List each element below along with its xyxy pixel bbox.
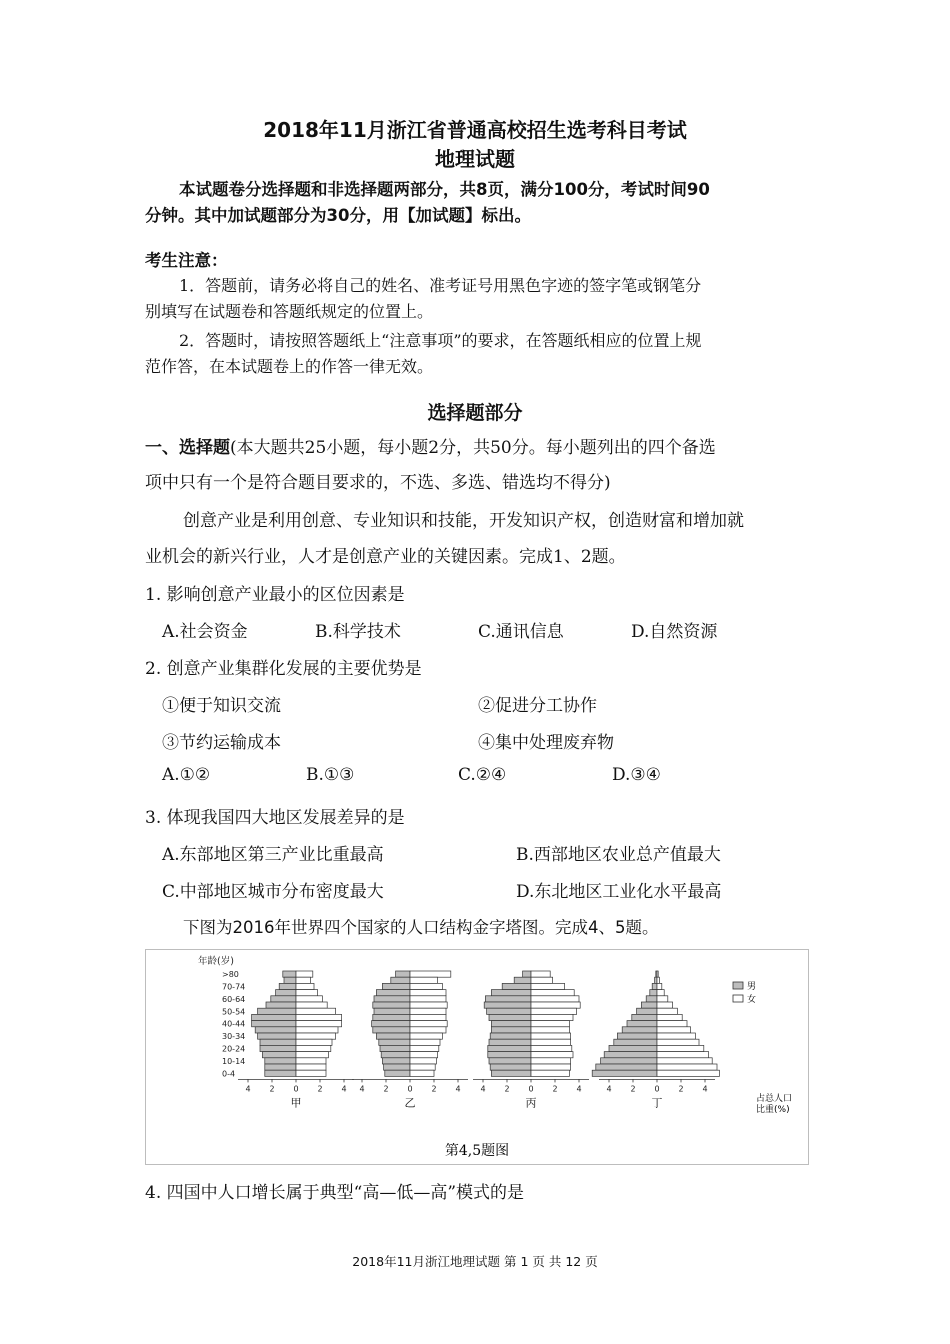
x-tick-label: 4	[359, 1084, 365, 1094]
male-bar	[380, 1045, 410, 1051]
pyramid-name: 甲	[290, 1096, 302, 1110]
male-bar	[266, 1002, 296, 1008]
female-bar	[657, 1052, 709, 1058]
part-rules: (本大题共25小题，每小题2分，共50分。每小题列出的四个备选	[230, 438, 716, 458]
part-label: 一、选择题	[145, 438, 230, 458]
x-tick-label: 2	[269, 1084, 275, 1094]
male-bar	[258, 1008, 296, 1014]
male-bar	[489, 1014, 531, 1020]
x-tick-label: 2	[383, 1084, 389, 1094]
female-bar	[410, 983, 442, 989]
passage-1-line-1: 创意产业是利用创意、专业知识和技能，开发知识产权，创造财富和增加就	[183, 511, 744, 531]
female-bar	[657, 1045, 704, 1051]
question-1-option-a[interactable]: A.社会资金	[162, 622, 248, 642]
x-tick-label: 4	[480, 1084, 486, 1094]
age-label: 40-44	[222, 1019, 246, 1029]
male-bar	[258, 1033, 296, 1039]
male-bar	[382, 983, 410, 989]
female-bar	[296, 1045, 331, 1051]
exam-subtitle: 地理试题	[435, 147, 515, 171]
female-bar	[657, 971, 658, 977]
male-bar	[627, 1021, 657, 1027]
passage-1-line-2: 业机会的新兴行业，人才是创意产业的关键因素。完成1、2题。	[145, 547, 626, 567]
question-1-option-c[interactable]: C.通讯信息	[478, 622, 564, 642]
male-bar	[491, 1021, 531, 1027]
x-axis-title-line-1: 占总人口	[756, 1094, 793, 1104]
question-2-statement-1: ①便于知识交流	[162, 696, 281, 716]
pyramid-4	[592, 971, 719, 1109]
male-bar	[604, 1052, 657, 1058]
male-bar	[374, 996, 410, 1002]
male-bar	[284, 977, 296, 983]
female-bar	[657, 1064, 717, 1070]
female-bar	[657, 996, 668, 1002]
female-bar	[296, 1039, 332, 1045]
age-label: 20-24	[222, 1044, 246, 1054]
male-bar	[491, 1070, 531, 1076]
female-bar	[410, 977, 438, 983]
female-bar	[296, 1033, 336, 1039]
female-bar	[531, 1045, 572, 1051]
female-bar	[531, 1014, 573, 1020]
female-bar	[531, 1033, 571, 1039]
female-bar	[410, 1008, 446, 1014]
pyramids	[238, 971, 719, 1109]
question-2-stem: 2. 创意产业集群化发展的主要优势是	[145, 659, 422, 679]
section-heading: 选择题部分	[427, 402, 523, 424]
male-bar	[490, 1064, 531, 1070]
male-bar	[622, 1027, 657, 1033]
male-bar	[617, 1033, 657, 1039]
question-3-option-d[interactable]: D.东北地区工业化水平最高	[516, 882, 722, 902]
female-bar	[410, 1058, 436, 1064]
pyramid-2	[352, 971, 468, 1109]
female-bar	[657, 983, 662, 989]
male-bar	[491, 1027, 531, 1033]
x-tick-label: 2	[431, 1084, 437, 1094]
male-bar	[376, 990, 410, 996]
female-bar	[657, 1039, 699, 1045]
x-tick-label: 0	[293, 1084, 299, 1094]
male-bar	[265, 1070, 296, 1076]
pyramid-1	[238, 971, 354, 1109]
male-bar	[502, 983, 531, 989]
female-bar	[410, 1033, 442, 1039]
female-bar	[296, 1014, 342, 1020]
x-tick-label: 0	[528, 1084, 534, 1094]
notice-item-1-line-2: 别填写在试题卷和答题纸规定的位置上。	[145, 302, 434, 321]
male-bar	[596, 1064, 657, 1070]
x-tick-label: 4	[341, 1084, 347, 1094]
female-bar	[657, 990, 664, 996]
age-label: 70-74	[222, 982, 246, 992]
x-tick-label: 2	[552, 1084, 558, 1094]
question-3-option-a[interactable]: A.东部地区第三产业比重最高	[162, 845, 384, 865]
legend-male-label: 男	[747, 982, 757, 992]
age-label: 0-4	[222, 1069, 236, 1079]
legend-female-swatch	[733, 995, 743, 1002]
x-tick-label: 2	[504, 1084, 510, 1094]
male-bar	[385, 1070, 410, 1076]
female-bar	[410, 1014, 446, 1020]
question-4-stem: 4. 四国中人口增长属于典型“高—低—高”模式的是	[145, 1183, 525, 1203]
male-bar	[487, 1008, 531, 1014]
male-bar	[260, 1045, 296, 1051]
female-bar	[296, 1052, 328, 1058]
female-bar	[531, 1058, 571, 1064]
male-bar	[484, 1002, 531, 1008]
age-labels	[222, 970, 245, 1078]
pyramid-name: 丁	[651, 1096, 663, 1110]
x-tick-label: 4	[245, 1084, 251, 1094]
female-bar	[410, 1052, 438, 1058]
legend-female-label: 女	[747, 995, 757, 1005]
pyramid-name: 乙	[404, 1096, 416, 1110]
female-bar	[410, 996, 446, 1002]
x-axis-title-line-2: 比重(%)	[756, 1105, 790, 1115]
x-tick-label: 0	[654, 1084, 660, 1094]
page-footer: 2018年11月浙江地理试题 第 1 页 共 12 页	[352, 1254, 598, 1269]
female-bar	[657, 1014, 682, 1020]
exam-title: 2018年11月浙江省普通高校招生选考科目考试	[263, 118, 687, 142]
question-2-option-c[interactable]: C.②④	[458, 765, 507, 785]
age-label: >80	[222, 970, 239, 980]
female-bar	[296, 1002, 327, 1008]
legend	[733, 981, 756, 1005]
male-bar	[490, 1033, 531, 1039]
male-bar	[379, 1039, 410, 1045]
question-2-option-d[interactable]: D.③④	[612, 765, 661, 785]
question-2-statement-4: ④集中处理废弃物	[478, 733, 614, 753]
figure-caption: 第4,5题图	[444, 1143, 510, 1159]
female-bar	[657, 1033, 695, 1039]
intro-line-2: 分钟。其中加试题部分为30分，用【加试题】标出。	[145, 206, 531, 225]
pyramid-name: 丙	[525, 1096, 537, 1110]
male-bar	[384, 1064, 410, 1070]
male-bar	[489, 1039, 531, 1045]
female-bar	[531, 990, 574, 996]
question-2-statement-2: ②促进分工协作	[478, 696, 597, 716]
male-bar	[592, 1070, 657, 1076]
question-1-option-b[interactable]: B.科学技术	[315, 622, 401, 642]
male-bar	[601, 1058, 657, 1064]
male-bar	[641, 1002, 657, 1008]
age-label: 30-34	[222, 1032, 246, 1042]
question-3-option-c[interactable]: C.中部地区城市分布密度最大	[162, 882, 384, 902]
notice-item-2-line-1: 2．答题时，请按照答题纸上“注意事项”的要求，在答题纸相应的位置上规	[179, 331, 702, 350]
male-bar	[260, 1039, 296, 1045]
notice-item-1-line-1: 1．答题前，请务必将自己的姓名、准考证号用黑色字迹的签字笔或钢笔分	[179, 276, 702, 295]
female-bar	[531, 1039, 571, 1045]
female-bar	[296, 1058, 326, 1064]
x-tick-label: 4	[576, 1084, 582, 1094]
male-bar	[491, 990, 531, 996]
female-bar	[657, 1002, 673, 1008]
male-bar	[276, 990, 296, 996]
male-bar	[283, 971, 296, 977]
male-bar	[489, 1058, 531, 1064]
female-bar	[410, 990, 446, 996]
female-bar	[410, 971, 451, 977]
legend-male-swatch	[733, 982, 743, 989]
female-bar	[657, 1021, 687, 1027]
male-bar	[652, 983, 657, 989]
female-bar	[657, 1027, 691, 1033]
male-bar	[255, 1027, 296, 1033]
male-bar	[609, 1045, 657, 1051]
part-intro-line-2: 项中只有一个是符合题目要求的，不选、多选、错选均不得分)	[145, 473, 611, 493]
female-bar	[410, 1021, 447, 1027]
female-bar	[410, 1039, 440, 1045]
female-bar	[296, 1064, 326, 1070]
female-bar	[296, 996, 322, 1002]
female-bar	[531, 1064, 571, 1070]
female-bar	[657, 977, 659, 983]
female-bar	[531, 996, 579, 1002]
question-3-stem: 3. 体现我国四大地区发展差异的是	[145, 808, 405, 828]
female-bar	[296, 1027, 338, 1033]
female-bar	[296, 977, 310, 983]
notice-item-2-line-2: 范作答，在本试题卷上的作答一律无效。	[145, 357, 434, 376]
female-bar	[296, 1021, 342, 1027]
female-bar	[531, 983, 565, 989]
notice-heading: 考生注意：	[145, 251, 228, 270]
female-bar	[296, 990, 318, 996]
male-bar	[372, 1021, 410, 1027]
male-bar	[265, 1058, 296, 1064]
male-bar	[265, 1064, 296, 1070]
part-intro-line-1	[145, 433, 716, 458]
x-tick-label: 0	[407, 1084, 413, 1094]
male-bar	[485, 996, 531, 1002]
female-bar	[531, 1027, 569, 1033]
female-bar	[531, 1070, 569, 1076]
male-bar	[374, 1008, 410, 1014]
female-bar	[657, 1058, 712, 1064]
female-bar	[657, 1070, 719, 1076]
question-2-option-b[interactable]: B.①③	[306, 765, 355, 785]
male-bar	[381, 1052, 410, 1058]
male-bar	[252, 1014, 296, 1020]
x-tick-label: 2	[678, 1084, 684, 1094]
age-label: 10-14	[222, 1056, 246, 1066]
female-bar	[531, 971, 550, 977]
female-bar	[410, 1002, 447, 1008]
question-1-stem: 1. 影响创意产业最小的区位因素是	[145, 585, 405, 605]
male-bar	[396, 971, 410, 977]
female-bar	[531, 1002, 580, 1008]
female-bar	[531, 1008, 577, 1014]
population-pyramid-figure	[145, 949, 809, 1165]
x-tick-label: 4	[606, 1084, 612, 1094]
female-bar	[531, 977, 553, 983]
female-bar	[296, 971, 313, 977]
male-bar	[271, 996, 296, 1002]
female-bar	[410, 1027, 446, 1033]
female-bar	[296, 1008, 336, 1014]
male-bar	[373, 1002, 410, 1008]
question-3-option-b[interactable]: B.西部地区农业总产值最大	[516, 845, 721, 865]
male-bar	[382, 1058, 410, 1064]
y-axis-title: 年龄(岁)	[198, 956, 234, 967]
male-bar	[523, 971, 531, 977]
female-bar	[410, 1070, 434, 1076]
male-bar	[637, 1008, 657, 1014]
x-tick-label: 2	[317, 1084, 323, 1094]
male-bar	[373, 1014, 410, 1020]
x-tick-label: 4	[702, 1084, 708, 1094]
population-pyramid-chart	[146, 950, 808, 1164]
male-bar	[650, 990, 657, 996]
male-bar	[279, 983, 296, 989]
male-bar	[632, 1014, 657, 1020]
question-2-option-a[interactable]: A.①②	[162, 765, 211, 785]
male-bar	[252, 1021, 296, 1027]
x-tick-label: 4	[455, 1084, 461, 1094]
pyramid-3	[473, 971, 589, 1109]
male-bar	[376, 1033, 410, 1039]
female-bar	[410, 1045, 439, 1051]
male-bar	[646, 996, 657, 1002]
passage-2: 下图为2016年世界四个国家的人口结构金字塔图。完成4、5题。	[183, 918, 659, 937]
female-bar	[296, 1070, 326, 1076]
female-bar	[410, 1064, 435, 1070]
male-bar	[373, 1027, 410, 1033]
male-bar	[488, 1045, 531, 1051]
male-bar	[262, 1052, 296, 1058]
male-bar	[488, 1052, 531, 1058]
question-1-option-d[interactable]: D.自然资源	[631, 622, 718, 642]
intro-line-1: 本试题卷分选择题和非选择题两部分，共8页，满分100分，考试时间90	[179, 180, 710, 199]
female-bar	[531, 1052, 573, 1058]
female-bar	[296, 983, 314, 989]
female-bar	[531, 1021, 569, 1027]
x-tick-label: 2	[630, 1084, 636, 1094]
age-label: 60-64	[222, 994, 246, 1004]
male-bar	[614, 1039, 657, 1045]
male-bar	[655, 977, 657, 983]
age-label: 50-54	[222, 1007, 246, 1017]
question-2-statement-3: ③节约运输成本	[162, 733, 281, 753]
male-bar	[391, 977, 410, 983]
male-bar	[514, 977, 531, 983]
female-bar	[657, 1008, 677, 1014]
